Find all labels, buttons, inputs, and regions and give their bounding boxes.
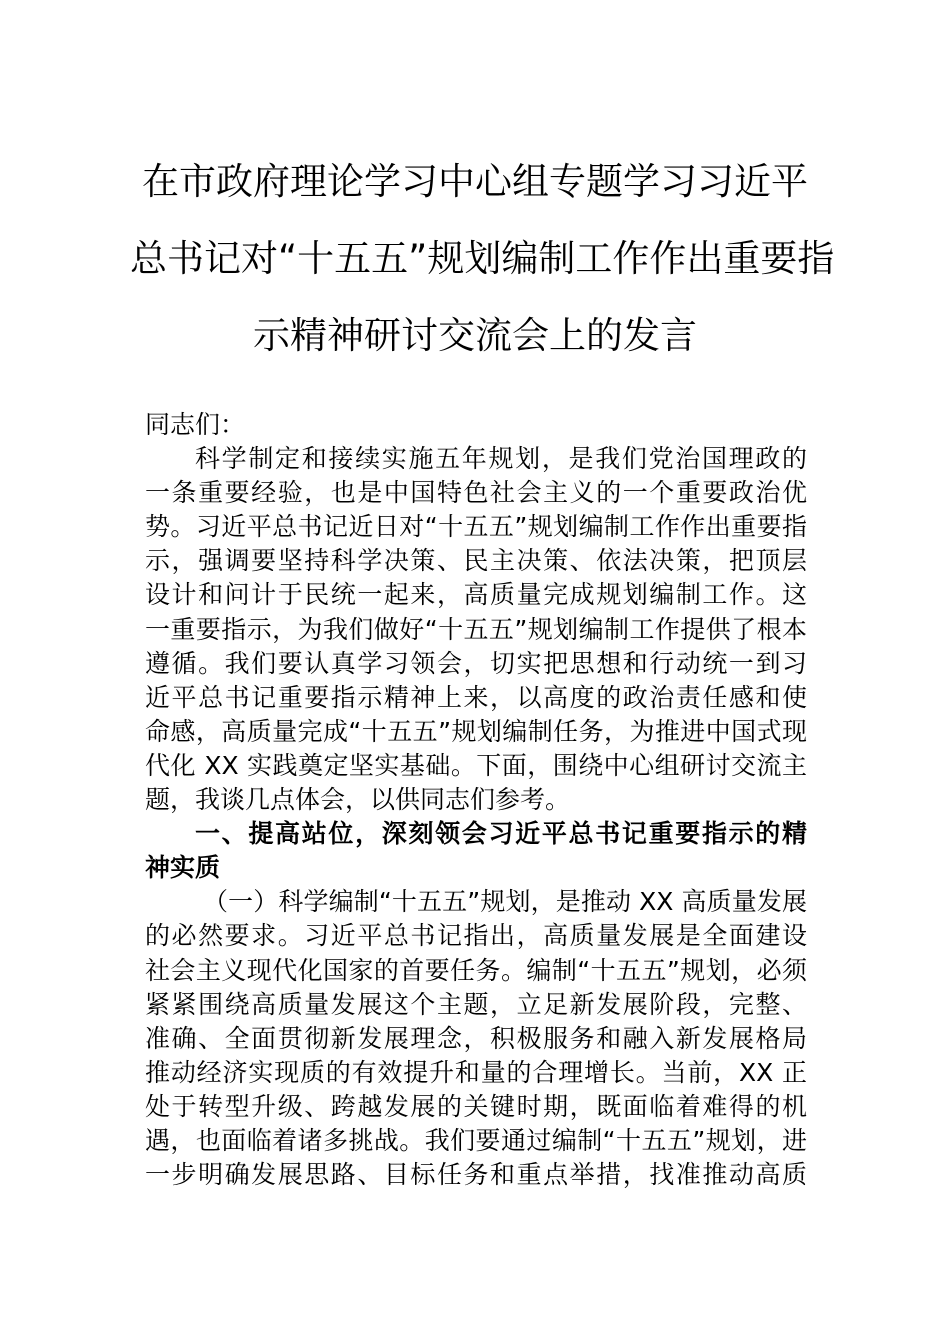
document-title (130, 143, 835, 374)
text-line: 紧紧围绕高质量发展这个主题，立足新发展阶段，完整、 (145, 989, 807, 1019)
section-heading-1 (145, 817, 807, 885)
text-line: 的必然要求。习近平总书记指出，高质量发展是全面建设 (145, 921, 807, 951)
text-line: 一重要指示，为我们做好“十五五”规划编制工作提供了根本 (145, 614, 807, 644)
heading-line: 一、提高站位，深刻领会习近平总书记重要指示的精 (195, 819, 807, 849)
text-line: 设计和问计于民统一起来，高质量完成规划编制工作。这 (145, 580, 807, 610)
title-line-2: 总书记对“十五五”规划编制工作作出重要指 (130, 237, 835, 280)
salutation: 同志们： (145, 410, 246, 439)
text-line: 一步明确发展思路、目标任务和重点举措，找准推动高质 (145, 1160, 807, 1190)
text-line: 科学制定和接续实施五年规划，是我们党治国理政的 (195, 444, 807, 474)
text-line: 题，我谈几点体会，以供同志们参考。 (145, 785, 571, 815)
text-line: 近平总书记重要指示精神上来，以高度的政治责任感和使 (145, 682, 807, 712)
text-line: 推动经济实现质的有效提升和量的合理增长。当前，XX 正 (145, 1057, 807, 1087)
text-line: 准确、全面贯彻新发展理念，积极服务和融入新发展格局 (145, 1023, 807, 1053)
text-line: （一）科学编制“十五五”规划，是推动 XX 高质量发展 (203, 887, 807, 917)
text-line: 一条重要经验，也是中国特色社会主义的一个重要政治优 (145, 478, 807, 508)
title-line-3: 示精神研讨交流会上的发言 (253, 314, 697, 357)
text-line: 遵循。我们要认真学习领会，切实把思想和行动统一到习 (145, 648, 807, 678)
document-body (145, 408, 807, 1192)
text-line: 社会主义现代化国家的首要任务。编制“十五五”规划，必须 (145, 955, 807, 985)
heading-line: 神实质 (145, 853, 221, 883)
paragraph-intro (145, 442, 807, 817)
paragraph-subsection-1 (145, 885, 807, 1192)
text-line: 示，强调要坚持科学决策、民主决策、依法决策，把顶层 (145, 546, 807, 576)
text-line: 命感，高质量完成“十五五”规划编制任务，为推进中国式现 (145, 716, 807, 746)
text-line: 处于转型升级、跨越发展的关键时期，既面临着难得的机 (145, 1091, 807, 1121)
text-line: 势。习近平总书记近日对“十五五”规划编制工作作出重要指 (145, 512, 807, 542)
title-line-1: 在市政府理论学习中心组专题学习习近平 (142, 160, 808, 203)
text-line: 代化 XX 实践奠定坚实基础。下面，围绕中心组研讨交流主 (145, 750, 807, 780)
text-line: 遇，也面临着诸多挑战。我们要通过编制“十五五”规划，进 (145, 1125, 807, 1155)
